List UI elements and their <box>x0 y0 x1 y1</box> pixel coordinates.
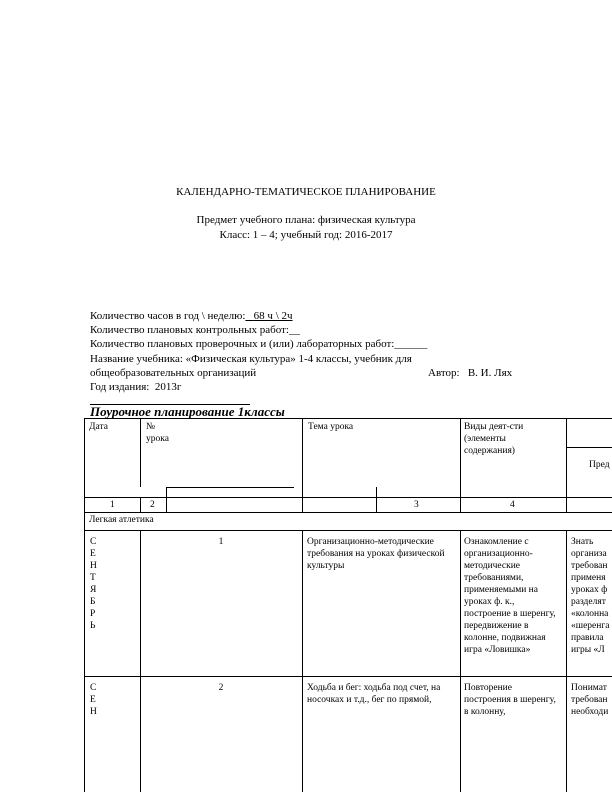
month-label-september: С Е Н Т Я Б Р Ь <box>90 537 97 631</box>
author-value: В. И. Лях <box>467 367 513 379</box>
header-results: Пред <box>589 460 610 470</box>
grade-line: Класс: 1 – 4; учебный год: 2016-2017 <box>219 229 393 241</box>
lab-works-value: ______ <box>394 338 428 350</box>
author-label: Автор: <box>428 367 460 379</box>
control-works-value: __ <box>288 324 300 336</box>
subject-line: Предмет учебного плана: физическая культура <box>196 214 416 226</box>
col-number-2: 2 <box>150 500 155 510</box>
section-title: Легкая атлетика <box>89 515 154 525</box>
lesson-activity: Ознакомление с организационно-методические требованиями, применяемыми на уроках ф. к., построение в шеренгу, передвижение в колонне, подвижная игра «Ловишка» <box>464 537 556 655</box>
lesson-topic: Организационно-методические требования на уроках физической культуры <box>307 537 445 571</box>
col-number-3: 3 <box>414 500 419 510</box>
header-activity: Виды деят-сти (элементы содержания) <box>464 422 524 456</box>
header-topic: Тема урока <box>308 422 354 432</box>
textbook-line-2: общеобразовательных организаций <box>90 367 257 379</box>
hours-line <box>90 309 293 323</box>
textbook-line-1: Название учебника: «Физическая культура» 1-4 классы, учебник для <box>90 353 412 365</box>
lesson-topic: Ходьба и бег: ходьба под счет, на носочках и т.д., бег по прямой, <box>307 683 441 705</box>
header-date: Дата <box>89 422 108 432</box>
lab-works-line <box>90 337 427 351</box>
plan-title: Поурочное планирование 1классы <box>90 404 285 419</box>
header-lesson-number: № урока <box>146 422 169 444</box>
year-line <box>90 380 181 394</box>
month-label-september-2: С Е Н <box>90 683 97 717</box>
lesson-result: Понимат требован необходи <box>571 683 609 717</box>
col-number-1: 1 <box>110 500 115 510</box>
hours-value: 68 ч \ 2ч <box>253 310 293 322</box>
year-value: 2013г <box>154 381 182 393</box>
control-works-line <box>90 323 300 337</box>
col-number-4: 4 <box>510 500 515 510</box>
author-line <box>428 366 512 380</box>
lesson-activity: Повторение построения в шеренгу, в колонну, <box>464 683 556 717</box>
lesson-result: Знать организа требован применя уроках ф разделят «колонна «шеренга правила игры «Л <box>571 537 610 655</box>
document-title: КАЛЕНДАРНО-ТЕМАТИЧЕСКОЕ ПЛАНИРОВАНИЕ <box>176 186 436 198</box>
lesson-table <box>84 418 612 792</box>
control-works-label: Количество плановых контрольных работ: <box>90 324 289 336</box>
lab-works-label: Количество плановых проверочных и (или) лабораторных работ: <box>90 338 395 350</box>
year-label: Год издания: <box>90 381 150 393</box>
lesson-number: 2 <box>218 683 224 693</box>
lesson-number: 1 <box>218 537 224 547</box>
hours-label: Количество часов в год \ неделю: <box>90 310 246 322</box>
